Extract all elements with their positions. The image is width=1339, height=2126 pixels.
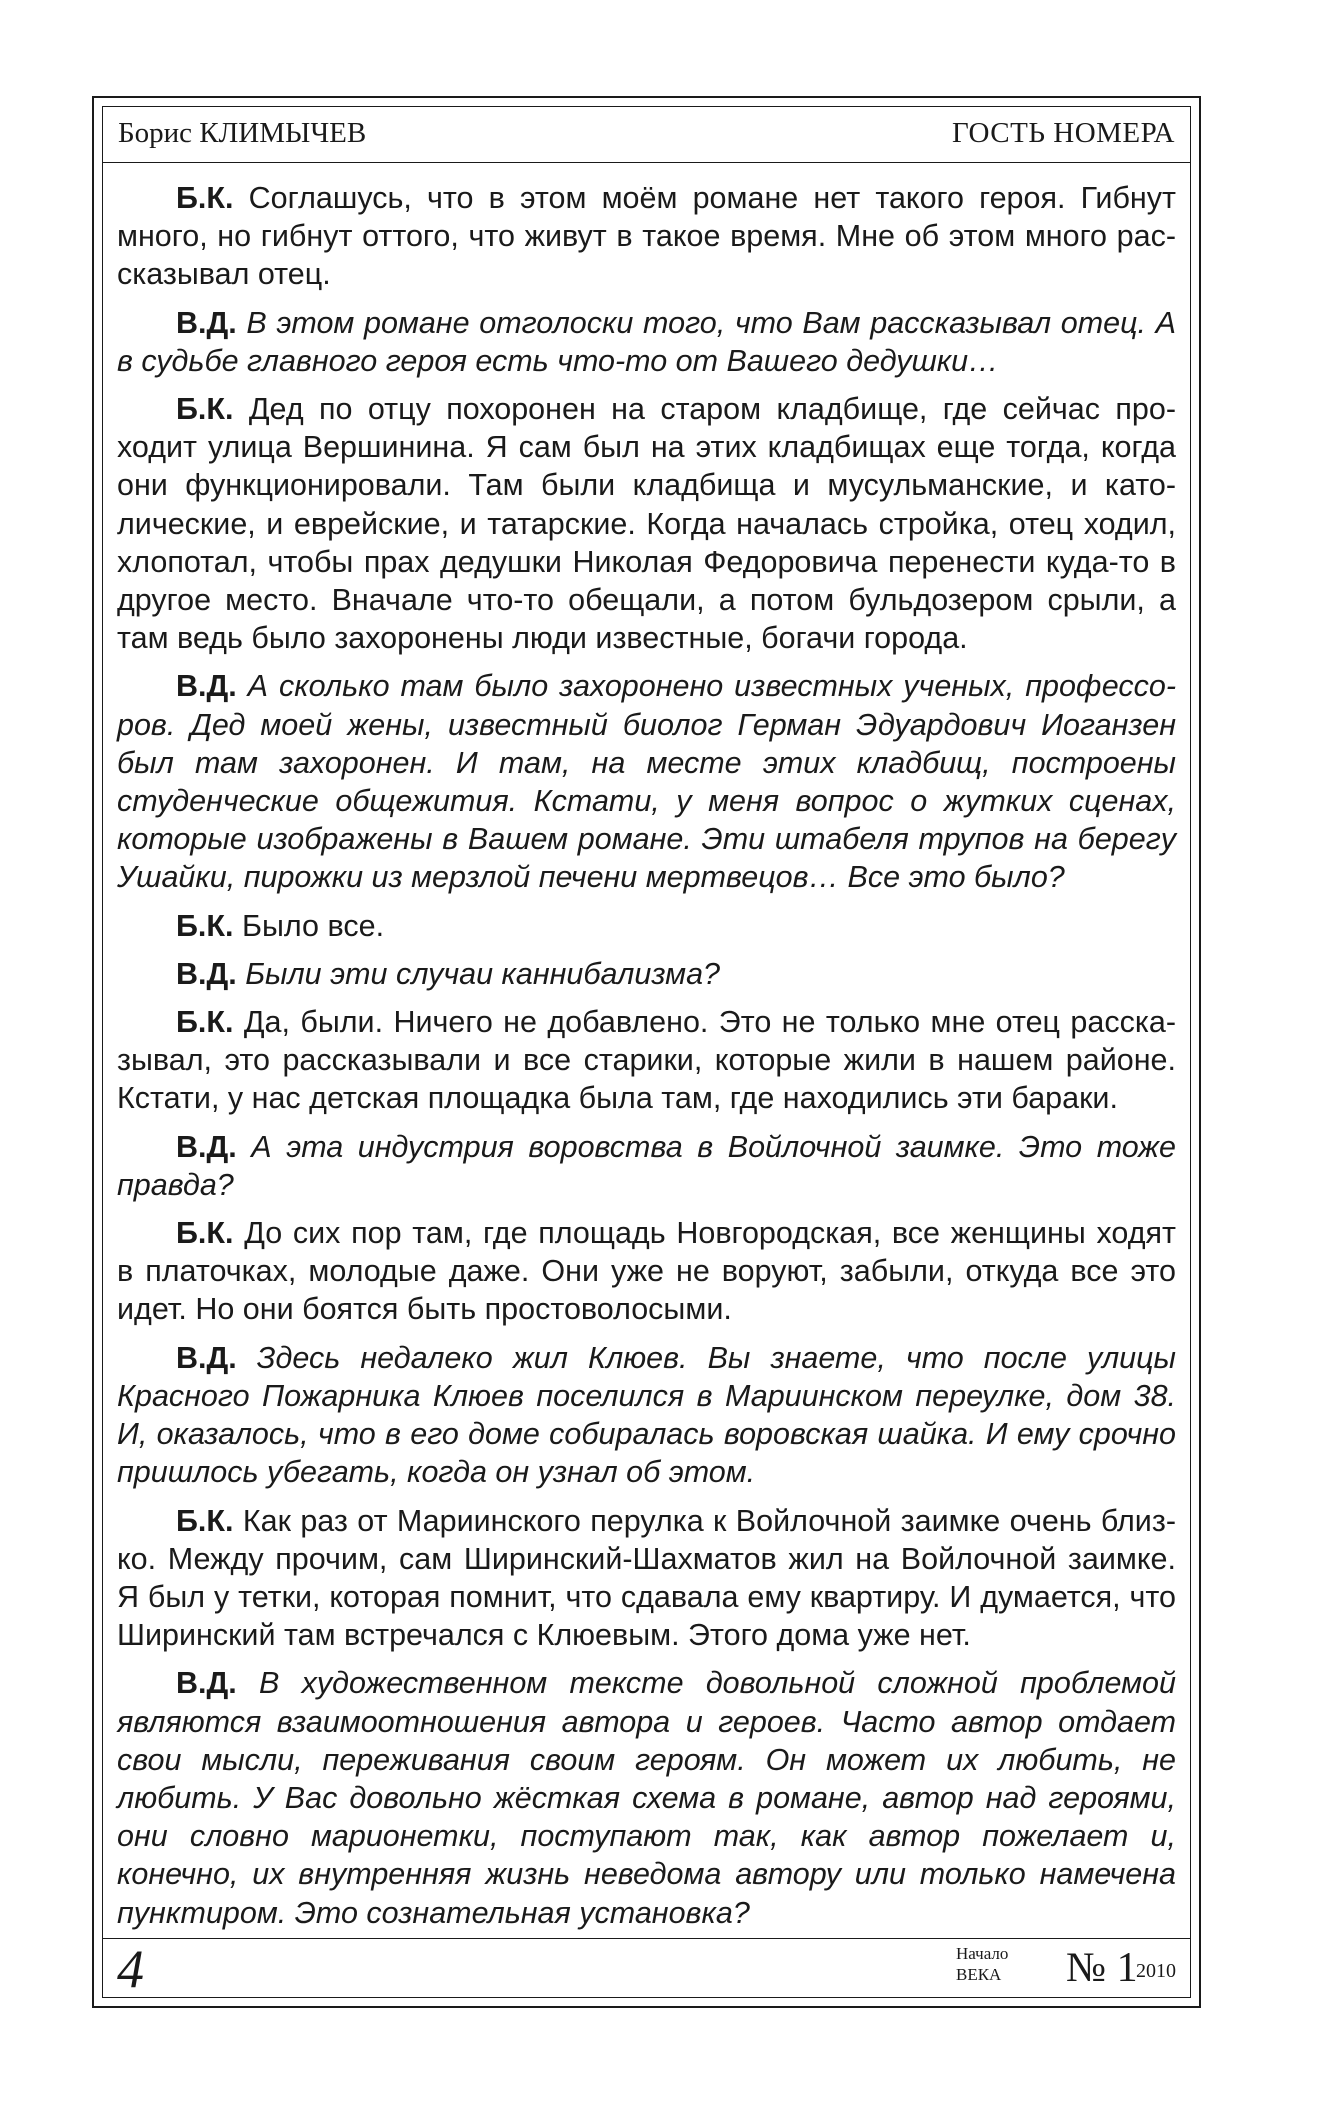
paragraph	[117, 1128, 1176, 1204]
paragraph-text: Соглашусь, что в этом моём романе нет такого героя. Гибнут много, но гибнут оттого, что живут в такое время. Мне об этом много рассказывал отец.	[117, 181, 1176, 292]
paragraph-text: Дед по отцу похоронен на старом кладбище, где сейчас проходит улица Вершинина. Я сам был на этих кладбищах еще тогда, когда они функционировали. Там были кладбища и мусульманские, и католические, и еврейские, и татарские. Когда началась стройка, отец ходил, хлопотал, чтобы прах дедушки Николая Федоровича перенести куда-то в другое место. Вначале что-то обещали, а потом бульдозером срыли, а там ведь было захоронены люди известные, богачи города.	[117, 392, 1176, 656]
paragraph	[117, 955, 1176, 993]
speaker-label: Б.К.	[176, 392, 234, 427]
speaker-label: В.Д.	[176, 305, 237, 340]
issue-number: № 1	[1066, 1945, 1138, 1991]
issue-year: 2010	[1136, 1960, 1176, 1982]
paragraph	[117, 304, 1176, 380]
paragraph	[117, 390, 1176, 657]
speaker-label: В.Д.	[176, 956, 237, 991]
speaker-label: Б.К.	[176, 908, 234, 943]
magazine-name-line1: Начало	[956, 1944, 1009, 1963]
speaker-label: Б.К.	[176, 1503, 234, 1538]
outer-frame	[92, 96, 1201, 2008]
speaker-label: В.Д.	[176, 669, 237, 704]
paragraph-text: Было все.	[241, 908, 385, 943]
paragraph-text: Как раз от Мариинского перулка к Войлочной заимке очень близко. Между прочим, сам Ширинский-Шахматов жил на Войлочной заимке. Я был у тетки, которая помнит, что сдавала ему квартиру. И думается, что Ширинский там встречался с Клюевым. Этого дома уже нет.	[117, 1503, 1176, 1653]
speaker-label: В.Д.	[176, 1666, 237, 1701]
paragraph-text: А сколько там было захоронено известных ученых, профессоров. Дед моей жены, известный биолог Герман Эдуардович Иоганзен был там захоронен. И там, на месте этих кладбищ, построены студенческие общежития. Кстати, у меня вопрос о жутких сценах, которые изображены в Вашем романе. Эти штабеля трупов на берегу Ушайки, пирожки из мерзлой печени мертвецов… Все это было?	[117, 669, 1176, 895]
paragraph-text: Здесь недалеко жил Клюев. Вы знаете, что после улицы Красного Пожарника Клюев поселился в Мариинском переулке, дом 38. И, оказалось, что в его доме собиралась воровская шайка. И ему срочно пришлось убегать, когда он узнал об этом.	[117, 1340, 1176, 1490]
magazine-name-line2: ВЕКА	[956, 1965, 1002, 1984]
running-header	[103, 107, 1190, 163]
paragraph-text: В этом романе отголоски того, что Вам рассказывал отец. А в судьбе главного героя есть что-то от Вашего дедушки…	[117, 305, 1177, 378]
inner-frame	[102, 106, 1191, 1998]
paragraph	[117, 1339, 1176, 1492]
header-section: ГОСТЬ НОМЕРА	[951, 117, 1175, 149]
speaker-label: В.Д.	[176, 1340, 237, 1375]
paragraph	[117, 1502, 1176, 1655]
magazine-name	[956, 1943, 1008, 1985]
paragraph	[117, 1214, 1176, 1329]
paragraph	[117, 667, 1176, 896]
paragraph	[117, 907, 1176, 945]
paragraph	[117, 1664, 1176, 1931]
paragraph-text: А эта индустрия воровства в Войлочной заимке. Это тоже правда?	[117, 1129, 1176, 1202]
paragraph	[117, 179, 1176, 294]
header-author: Борис КЛИМЫЧЕВ	[118, 117, 367, 149]
speaker-label: В.Д.	[176, 1129, 237, 1164]
page-number: 4	[117, 1939, 144, 1999]
speaker-label: Б.К.	[176, 1005, 234, 1040]
paragraph-text: Да, были. Ничего не добавлено. Это не только мне отец рассказывал, это рассказывали и все старики, которые жили в нашем районе. Кстати, у нас детская площадка была там, где находились эти бараки.	[117, 1005, 1176, 1116]
speaker-label: Б.К.	[176, 181, 234, 215]
paragraph-text: До сих пор там, где площадь Новгородская, все женщины ходят в платочках, молодые даже. Они уже не воруют, забыли, откуда все это идет. Но они боятся быть простоволосыми.	[117, 1216, 1176, 1327]
speaker-label: Б.К.	[176, 1216, 234, 1251]
paragraph-text: В художественном тексте довольной сложной проблемой являются взаимоотношения автора и героев. Часто автор отдает свои мысли, переживания своим героям. Он может их любить, не любить. У Вас довольно жёсткая схема в романе, автор над героями, они словно марионетки, поступают так, как автор пожелает и, конечно, их внутренняя жизнь неведома автору или только намечена пунктиром. Это сознательная установка?	[117, 1666, 1176, 1930]
paragraph	[117, 1003, 1176, 1118]
interview-text	[117, 179, 1176, 1942]
paragraph-text: Были эти случаи каннибализма?	[245, 956, 721, 991]
running-footer	[103, 1939, 1190, 1997]
